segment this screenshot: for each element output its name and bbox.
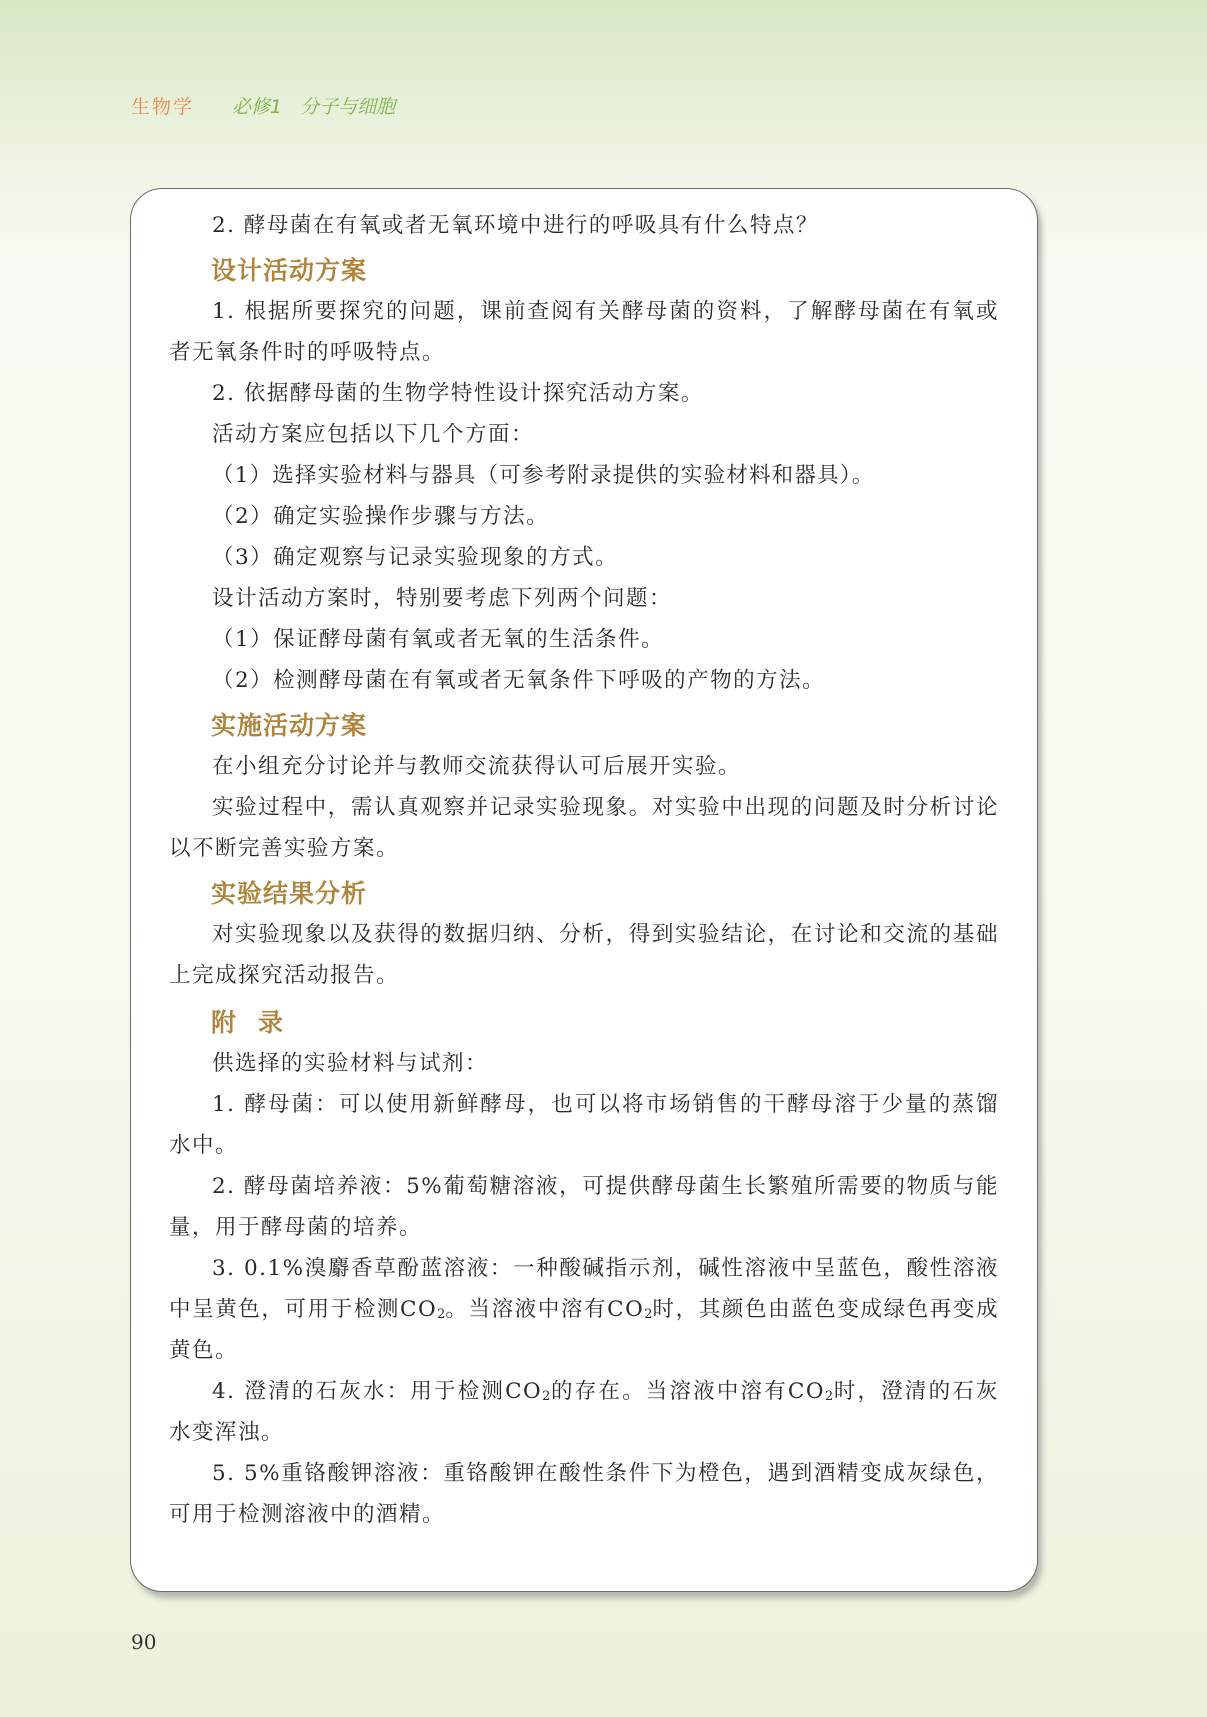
design-step-2: 2. 依据酵母菌的生物学特性设计探究活动方案。 <box>212 381 704 406</box>
activity-content <box>169 205 999 1535</box>
implement-heading: 实施活动方案 <box>211 711 368 740</box>
appendix-item-1: 1. 酵母菌：可以使用新鲜酵母，也可以将市场销售的干酵母溶于少量的蒸馏水中。 <box>169 1092 999 1158</box>
design-question-1: （1）保证酵母菌有氧或者无氧的生活条件。 <box>212 627 665 652</box>
appendix-item-4 <box>169 1371 999 1453</box>
co2-subscript: 2 <box>824 1388 834 1404</box>
design-step-1: 1. 根据所要探究的问题，课前查阅有关酵母菌的资料，了解酵母菌在有氧或者无氧条件时的呼吸特点。 <box>169 299 999 365</box>
implement-paragraph-2: 实验过程中，需认真观察并记录实验现象。对实验中出现的问题及时分析讨论以不断完善实验方案。 <box>169 795 999 861</box>
design-aspects-intro: 活动方案应包括以下几个方面： <box>212 422 535 447</box>
question-2: 2. 酵母菌在有氧或者无氧环境中进行的呼吸具有什么特点？ <box>212 213 819 238</box>
design-aspect-2: （2）确定实验操作步骤与方法。 <box>212 504 550 529</box>
appendix-item-4-part-2: 的存在。当溶液中溶有CO <box>550 1379 825 1404</box>
design-heading: 设计活动方案 <box>211 256 368 285</box>
appendix-item-5: 5. 5%重铬酸钾溶液：重铬酸钾在酸性条件下为橙色，遇到酒精变成灰绿色，可用于检测溶液中的酒精。 <box>169 1461 999 1527</box>
appendix-item-3 <box>169 1248 999 1371</box>
co2-subscript: 2 <box>437 1306 446 1322</box>
appendix-item-3-part-3: 时，其颜色由蓝色变成绿色再变成黄色。 <box>169 1297 1000 1363</box>
appendix-item-3-part-2: 。当溶液中溶有CO <box>445 1297 645 1322</box>
implement-paragraph-1: 在小组充分讨论并与教师交流获得认可后展开实验。 <box>212 754 742 779</box>
appendix-item-3-part-1: 3. 0.1%溴麝香草酚蓝溶液：一种酸碱指示剂，碱性溶液中呈蓝色，酸性溶液中呈黄色，可用于检测CO <box>169 1256 999 1322</box>
co2-subscript: 2 <box>644 1306 653 1322</box>
running-head <box>131 92 395 122</box>
appendix-item-4-part-3: 时，澄清的石灰水变浑浊。 <box>169 1379 999 1445</box>
book-subject: 生物学 <box>131 96 195 118</box>
activity-card <box>130 188 1038 1592</box>
book-title: 分子与细胞 <box>300 96 396 118</box>
co2-subscript: 2 <box>542 1388 551 1404</box>
design-aspect-1: （1）选择实验材料与器具（可参考附录提供的实验材料和器具）。 <box>212 463 875 488</box>
design-question-2: （2）检测酵母菌在有氧或者无氧条件下呼吸的产物的方法。 <box>212 668 826 693</box>
appendix-item-2: 2. 酵母菌培养液：5%葡萄糖溶液，可提供酵母菌生长繁殖所需要的物质与能量，用于酵母菌的培养。 <box>169 1174 999 1240</box>
book-volume: 必修1 <box>232 96 283 118</box>
result-paragraph: 对实验现象以及获得的数据归纳、分析，得到实验结论，在讨论和交流的基础上完成探究活动报告。 <box>169 922 999 988</box>
result-heading: 实验结果分析 <box>211 879 368 908</box>
design-questions-intro: 设计活动方案时，特别要考虑下列两个问题： <box>212 586 673 611</box>
design-aspect-3: （3）确定观察与记录实验现象的方式。 <box>212 545 619 570</box>
appendix-heading: 附录 <box>211 1008 306 1037</box>
appendix-item-4-part-1: 4. 澄清的石灰水：用于检测CO <box>212 1379 543 1404</box>
page-number: 90 <box>131 1630 157 1654</box>
appendix-intro: 供选择的实验材料与试剂： <box>212 1051 489 1076</box>
